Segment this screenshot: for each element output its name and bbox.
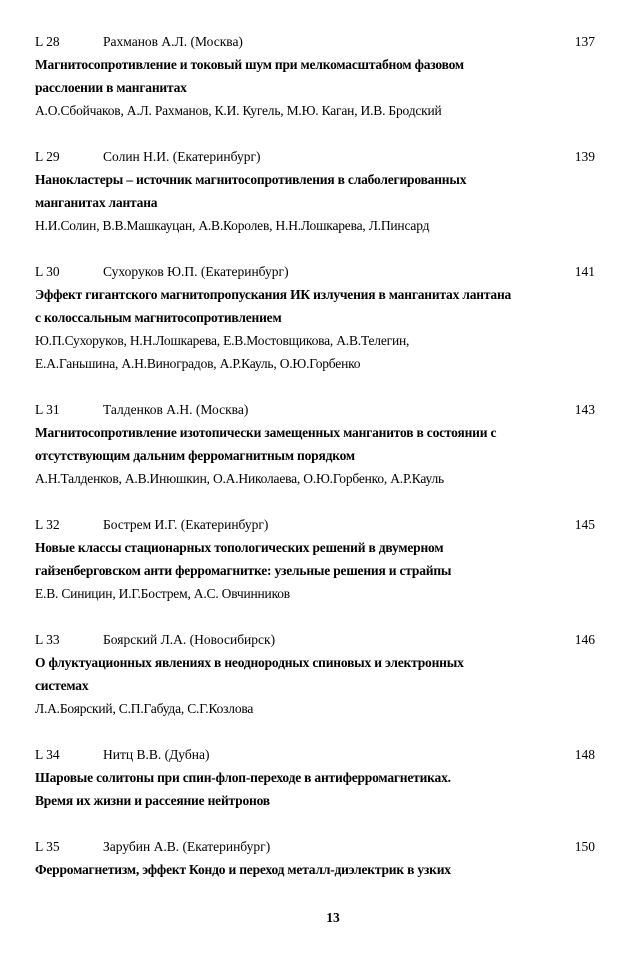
entry-page: 143 [574, 402, 595, 417]
entry-speaker: Сухоруков Ю.П. (Екатеринбург) [103, 264, 289, 279]
entry-page: 141 [574, 264, 595, 279]
entry-code: L 35 [35, 839, 60, 854]
contents-entry [35, 743, 595, 812]
entry-code: L 29 [35, 149, 60, 164]
entry-authors-line: Ю.П.Сухоруков, Н.Н.Лошкарева, Е.В.Мостовщикова, А.В.Телегин, [35, 333, 410, 348]
entry-title-line: О флуктуационных явлениях в неоднородных спиновых и электронных [35, 655, 464, 670]
entry-title-line: Время их жизни и рассеяние нейтронов [35, 793, 270, 808]
contents-entry [35, 628, 595, 720]
entry-title-line: расслоении в манганитах [35, 80, 187, 95]
page-number: 13 [326, 910, 340, 925]
contents-entry [35, 260, 595, 375]
entry-code: L 28 [35, 34, 60, 49]
contents-entry [35, 835, 595, 881]
entry-header [35, 743, 595, 766]
entry-header [35, 398, 595, 421]
entry-title-line: гайзенберговском анти ферромагнитке: узельные решения и страйпы [35, 563, 452, 578]
entry-speaker: Рахманов А.Л. (Москва) [103, 34, 243, 49]
entry-speaker: Солин Н.И. (Екатеринбург) [103, 149, 261, 164]
entry-header [35, 30, 595, 53]
entry-speaker: Боярский Л.А. (Новосибирск) [103, 632, 276, 647]
entry-page: 145 [574, 517, 595, 532]
entry-page: 148 [574, 747, 595, 762]
entry-code: L 31 [35, 402, 60, 417]
entry-page: 137 [574, 34, 595, 49]
entry-title-line: манганитах лантана [35, 195, 158, 210]
entry-code: L 33 [35, 632, 60, 647]
entry-page: 139 [574, 149, 595, 164]
entry-authors-line: Л.А.Боярский, С.П.Габуда, С.Г.Козлова [35, 701, 254, 716]
contents-entry [35, 513, 595, 605]
entry-title-line: Новые классы стационарных топологических решений в двумерном [35, 540, 444, 555]
entry-authors-line: А.Н.Талденков, А.В.Инюшкин, О.А.Николаева, О.Ю.Горбенко, А.Р.Кауль [35, 471, 444, 486]
entry-title-line: Магнитосопротивление изотопически замещенных манганитов в состоянии с [35, 425, 497, 440]
entry-title-line: Нанокластеры – источник магнитосопротивления в слаболегированных [35, 172, 467, 187]
entry-page: 146 [574, 632, 595, 647]
entry-title-line: с колоссальным магнитосопротивлением [35, 310, 282, 325]
entry-authors-line: А.О.Сбойчаков, А.Л. Рахманов, К.И. Кугель, М.Ю. Каган, И.В. Бродский [35, 103, 442, 118]
entry-speaker: Нитц В.В. (Дубна) [103, 747, 210, 762]
contents-entry [35, 398, 595, 490]
entry-header [35, 513, 595, 536]
entry-title-line: Магнитосопротивление и токовый шум при мелкомасштабном фазовом [35, 57, 464, 72]
entry-code: L 30 [35, 264, 60, 279]
entry-title-line: отсутствующим дальним ферромагнитным порядком [35, 448, 355, 463]
entry-title-line: Эффект гигантского магнитопропускания ИК излучения в манганитах лантана [35, 287, 512, 302]
entry-code: L 32 [35, 517, 60, 532]
entry-authors-line: Е.В. Синицин, И.Г.Бострем, А.С. Овчинников [35, 586, 290, 601]
entry-authors-line: Н.И.Солин, В.В.Машкауцан, А.В.Королев, Н.Н.Лошкарева, Л.Пинсард [35, 218, 430, 233]
contents-entry [35, 30, 595, 122]
contents-entry [35, 145, 595, 237]
entry-header [35, 628, 595, 651]
entry-header [35, 145, 595, 168]
entry-header [35, 835, 595, 858]
entry-title-line: Шаровые солитоны при спин-флоп-переходе в антиферромагнетиках. [35, 770, 451, 785]
entry-page: 150 [574, 839, 595, 854]
entry-title-line: системах [35, 678, 89, 693]
entry-title-line: Ферромагнетизм, эффект Кондо и переход металл-диэлектрик в узких [35, 862, 451, 877]
entry-authors-line: Е.А.Ганьшина, А.Н.Виноградов, А.Р.Кауль, О.Ю.Горбенко [35, 356, 361, 371]
entry-speaker: Талденков А.Н. (Москва) [103, 402, 249, 417]
entry-speaker: Бострем И.Г. (Екатеринбург) [103, 517, 269, 532]
entry-speaker: Зарубин А.В. (Екатеринбург) [103, 839, 271, 854]
contents-list [35, 30, 595, 904]
entry-header [35, 260, 595, 283]
entry-code: L 34 [35, 747, 60, 762]
